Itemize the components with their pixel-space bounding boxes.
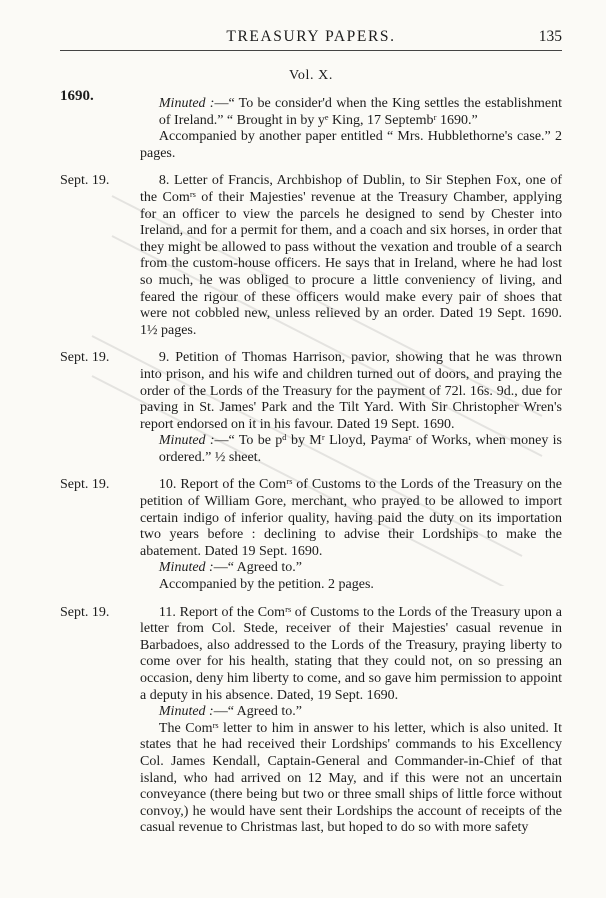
minute-note <box>140 433 562 466</box>
entry-text <box>140 477 562 593</box>
minute-text: —“ Agreed to.” <box>213 560 302 576</box>
paragraph: The Comʳˢ letter to him in answer to his letter, which is also united. It states that he had received their Lordships' commands to his Excellency Col. James Kendall, Captain-General and Commander-in-Chief of that island, who had arrived on 12 May, and if this were not an uncertain conveyance (there being but two or three small ships of little force without convoy,) he would have sent their Lordships the account of receipts of the casual revenue to Christmas last, but hoped to do so with more safety <box>140 720 562 836</box>
running-header <box>60 28 562 51</box>
paragraph: 11. Report of the Comʳˢ of Customs to the Lords of the Treasury upon a letter from Col. Stede, receiver of their Majesties' casual revenue in Barbadoes, also addressed to the Lords of the Treasury, praying liberty to come over for his health, stating that they could not, on so pressing an occasion, deny him liberty to come, and so gave him permission to appoint a deputy in his absence. Dated, 19 Sept. 1690. <box>140 604 562 703</box>
document-body <box>60 96 562 848</box>
document-entry <box>60 477 562 593</box>
paragraph: 8. Letter of Francis, Archbishop of Dublin, to Sir Stephen Fox, one of the Comʳˢ of their Majesties' revenue at the Treasury Chamber, applying for an officer to view the parcels he designed to send by Chester into Ireland, and for a permit for them, and a coach and six horses, in order that they might be allowed to pass without the vexation and trouble of a search from the custom-house officers. He says that in Ireland, where he had lost so much, he was obliged to procure a little conveniency of living, and feared the rigour of these officers would make every pair of shoes that were not cobbled new, unless relieved by an order. Dated 19 Sept. 1690. 1½ pages. <box>140 173 562 338</box>
minute-note <box>140 560 562 577</box>
minute-note <box>140 704 562 721</box>
entry-text <box>140 605 562 837</box>
paragraph: 9. Petition of Thomas Harrison, pavior, showing that he was thrown into prison, and his wife and children turned out of doors, and praying the order of the Lords of the Treasury for the payment of 72l. 16s. 9d., due for paving in St. James' Park and the Tilt Yard. With Sir Christopher Wren's report endorsed on it in his favour. Dated 19 Sept. 1690. <box>140 350 562 432</box>
minute-text: —“ To be pᵈ by Mʳ Lloyd, Paymaʳ of Works, when money is ordered.” ½ sheet. <box>158 433 562 465</box>
entry-text <box>140 96 562 162</box>
minute-text: —“ To be consider'd when the King settles the establishment of Ireland.” “ Brought in by yᵉ King, 17 Septembʳ 1690.” <box>158 96 562 128</box>
document-entry <box>60 96 562 162</box>
minute-label: Minuted : <box>158 560 214 576</box>
minute-label: Minuted : <box>158 704 214 720</box>
entry-date: Sept. 19. <box>60 173 110 189</box>
entry-date: Sept. 19. <box>60 477 110 493</box>
page-number: 135 <box>538 28 562 45</box>
volume-heading: Vol. X. <box>288 68 333 83</box>
document-entry <box>60 605 562 837</box>
accompanying-note: Accompanied by another paper entitled “ Mrs. Hubblethorne's case.” 2 pages. <box>140 129 562 161</box>
entry-text <box>140 350 562 466</box>
paragraph: 10. Report of the Comʳˢ of Customs to the Lords of the Treasury on the petition of William Gore, merchant, who prayed to be allowed to import certain indigo of inferior quality, having paid the duty on its importation two years before : declining to advise their Lordships to make the abatement. Dated 19 Sept. 1690. <box>140 477 562 559</box>
accompanying-note: Accompanied by the petition. 2 pages. <box>158 577 374 593</box>
year-margin-note: 1690. <box>60 88 94 104</box>
entry-date: Sept. 19. <box>60 604 110 620</box>
document-entry <box>60 350 562 466</box>
minute-label: Minuted : <box>158 433 215 449</box>
minute-note <box>140 96 562 129</box>
running-title: TREASURY PAPERS. <box>226 28 396 45</box>
minute-text: —“ Agreed to.” <box>213 704 302 720</box>
entry-date: Sept. 19. <box>60 350 110 366</box>
entry-text <box>140 173 562 339</box>
document-entry <box>60 173 562 339</box>
minute-label: Minuted : <box>158 96 215 111</box>
